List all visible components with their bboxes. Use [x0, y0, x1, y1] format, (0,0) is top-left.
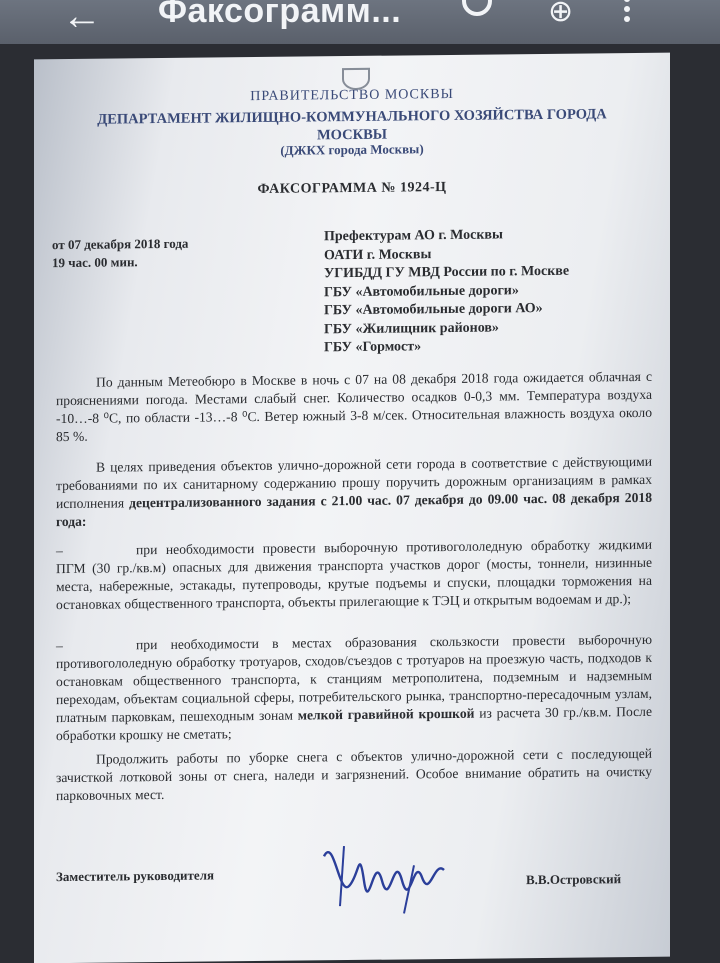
search-icon[interactable] — [462, 0, 492, 16]
weather-text: По данным Метеобюро в Москве в ночь с 07 на 08 декабря 2018 года ожидается облачная с прояснениями погода. Местами слабый снег. Количество осадков 0-0,3 мм. Температура воздуха -10…-8 ⁰С, по области -13…-8 ⁰С. Ветер южный 3-8 м/сек. Относительная влажность воздуха около 85 %. — [56, 368, 652, 445]
snow-removal-paragraph — [56, 745, 652, 805]
signer-name: В.В.Островский — [526, 871, 622, 888]
addressee: ГБУ «Гормост» — [324, 339, 422, 356]
addressee: Префектурам АО г. Москвы — [324, 227, 503, 245]
add-to-drive-icon[interactable]: ⊕ — [548, 0, 574, 28]
coat-of-arms-icon — [342, 68, 370, 90]
app-bar-title: Факсограмм... — [158, 0, 402, 30]
item-sidewalks-bold: мелкой гравийной крошкой — [297, 705, 475, 723]
department-abbr: (ДЖКХ города Москвы) — [280, 141, 424, 158]
item-sidewalks-text: при необходимости в местах образования скользкости провести выборочную противогололедную обработку тротуаров, сходов/съездов с тротуаров на проезжую часть, подходов к остановкам общественного транспорта, к станциям метрополитена, подземным и надземным переходам, объектам социальной сферы, потребительского рынка, транспортно-пересадочным узлам, платным парковкам, пешеходным зонам — [56, 631, 652, 726]
department-name: ДЕПАРТАМЕНТ ЖИЛИЩНО-КОММУНАЛЬНОГО ХОЗЯЙСТВА ГОРОДА МОСКВЫ — [97, 106, 607, 144]
addressee: УГИБДД ГУ МВД России по г. Москве — [324, 263, 570, 282]
addressee-list — [324, 226, 569, 358]
snow-removal-text: Продолжить работы по уборке снега с объектов улично-дорожной сети с последующей зачисткой лотковой зоны от снега, наледи и загрязнений. Особое внимание обратить на очистку парковочных мест. — [56, 745, 652, 804]
addressee: ГБУ «Автомобильные дороги» — [324, 282, 519, 300]
weather-paragraph — [56, 368, 652, 446]
item-sidewalks-end: из расчета 30 гр./кв.м. После обработки крошку не сметать; — [56, 703, 652, 744]
signer-title: Заместитель руководителя — [56, 867, 215, 885]
instruction-paragraph — [56, 453, 652, 531]
addressee: ГБУ «Автомобильные дороги АО» — [324, 301, 543, 319]
list-item-roads: – при необходимости провести выборочную противогололедную обработку жидкими ПГМ (30 гр./кв.м) опасных для движения транспорта участков дорог (мосты, тоннели, низинные места, набережные, эстакады, путепроводы, крутые подъемы и спуски, площадки торможения на остановках общественного транспорта, объекты прилегающие к ТЭЦ и открытым водоемам и др.); — [56, 536, 652, 613]
document-page — [34, 53, 670, 963]
addressee: ОАТИ г. Москвы — [324, 246, 432, 263]
addressee: ГБУ «Жилищник районов» — [324, 319, 499, 337]
list-item-sidewalks: – при необходимости в местах образования скользкости провести выборочную противогололедную обработку тротуаров, сходов/съездов с тротуаров на проезжую часть, подходов к остановкам общественного транспорта, к станциям метрополитена, подземным и надземным переходам, объектам социальной сферы, потребительского рынка, транспортно-пересадочным узлам, платным парковкам, пешеходным зонам мелкой гравийной крошкой из расчета 30 гр./кв.м. После обработки крошку не сметать; — [56, 631, 652, 744]
app-bar — [0, 0, 720, 44]
handwritten-signature — [304, 825, 454, 917]
more-vertical-icon[interactable] — [624, 0, 632, 26]
fax-time: 19 час. 00 мин. — [52, 254, 138, 271]
instruction-text: В целях приведения объектов улично-дорожной сети города в соответствие с действующими требованиями по их санитарному содержанию прошу поручить дорожным организациям в рамках исполнения — [56, 453, 652, 512]
org-name: ПРАВИТЕЛЬСТВО МОСКВЫ — [250, 86, 454, 105]
item-roads-text: при необходимости провести выборочную противогололедную обработку жидкими ПГМ (30 гр./кв.м) опасных для движения транспорта участков дорог (мосты, тоннели, низинные места, набережные, эстакады, путепроводы, крутые подъемы и спуски, площадки торможения на остановках общественного транспорта, объекты прилегающие к ТЭЦ и открытым водоемам и др.); — [56, 536, 652, 613]
fax-title: ФАКСОГРАММА № 1924-Ц — [257, 180, 447, 197]
instruction-bold-text: децентрализованного задания с 21.00 час. 07 декабря до 09.00 час. 08 декабря 2018 года: — [56, 489, 652, 530]
date-block — [52, 235, 188, 272]
fax-date: от 07 декабря 2018 года — [52, 235, 189, 253]
arrow-left-icon[interactable]: ← — [62, 0, 102, 38]
